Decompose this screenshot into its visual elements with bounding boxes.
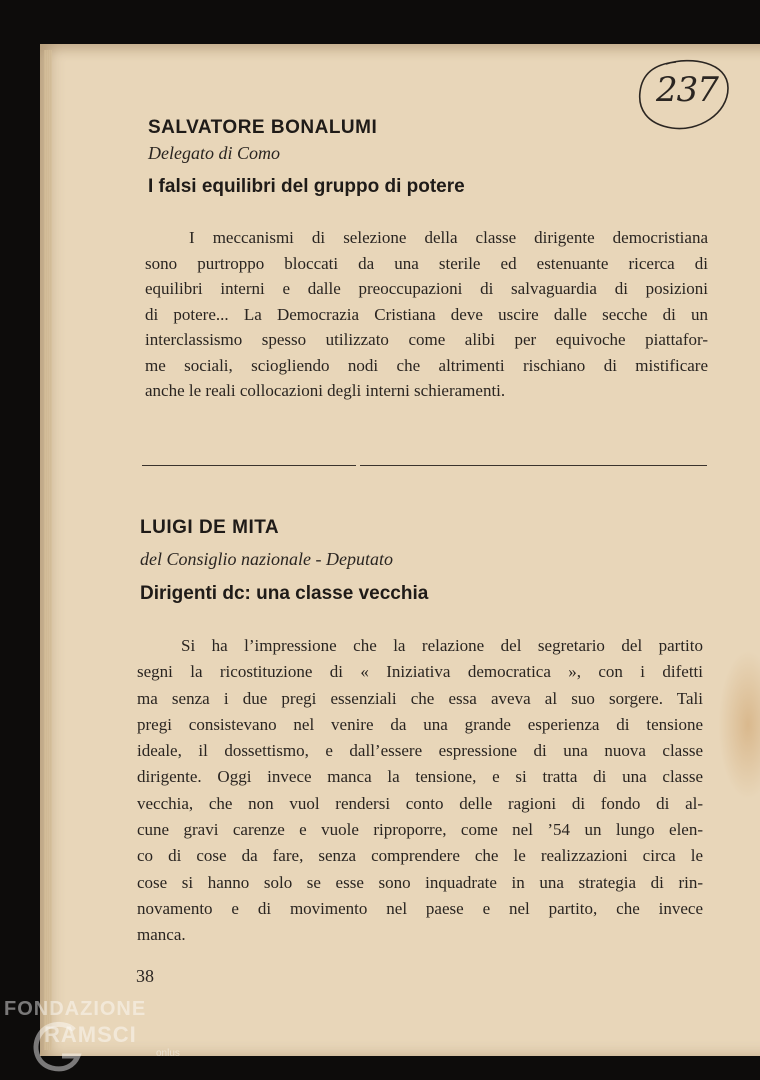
text-line: ma senza i due pregi essenziali che essa aveva al suo sorgere. Tali	[137, 688, 703, 708]
headline-2: Dirigenti dc: una classe vecchia	[140, 583, 429, 604]
article-body-1	[145, 225, 708, 404]
archive-watermark	[4, 998, 194, 1074]
text-line: pregi consistevano nel venire da una grande esperienza di tensione	[137, 714, 703, 734]
text-line: co di cose da fare, senza comprendere che le realizzazioni circa le	[137, 846, 703, 866]
divider-left	[142, 465, 356, 466]
handwritten-number: 237	[656, 70, 718, 110]
divider-right	[360, 465, 707, 466]
text-line: Si ha l’impressione che la relazione del segretario del partito	[181, 636, 703, 655]
watermark-line-2: RAMSCI	[44, 1022, 137, 1047]
text-line: sono purtroppo bloccati da una sterile ed estenuante ricerca di	[145, 253, 708, 273]
text-line: equilibri interni e dalle preoccupazioni di salvaguardia di posizioni	[145, 279, 708, 298]
text-line: vecchia, che non vuol rendersi conto delle ragioni di fondo di al-	[137, 793, 703, 813]
text-line: anche le reali collocazioni degli interni schieramenti.	[145, 381, 506, 400]
author-name-2: LUIGI DE MITA	[140, 517, 280, 538]
text-line: cose si hanno solo se esse sono inquadrate in una strategia di rin-	[137, 872, 703, 892]
text-line: novamento e di movimento nel paese e nel partito, che invece	[137, 898, 703, 918]
author-name-1: SALVATORE BONALUMI	[148, 117, 378, 138]
text-line: dirigente. Oggi invece manca la tensione, e si tratta di una classe	[137, 767, 703, 787]
text-line: di potere... La Democrazia Cristiana deve uscire dalle secche di un	[145, 304, 708, 324]
headline-1: I falsi equilibri del gruppo di potere	[148, 176, 465, 197]
text-line: I meccanismi di selezione della classe dirigente democristiana	[189, 228, 708, 247]
text-line: segni la ricostituzione di « Iniziativa democratica », con i difetti	[137, 662, 703, 682]
page-edge	[44, 50, 52, 1050]
author-role-1: Delegato di Como	[148, 143, 280, 163]
text-line: ideale, il dossettismo, e dall’essere espressione di una nuova classe	[137, 741, 703, 761]
text-line: interclassismo spesso utilizzato come alibi per equivoche piattafor-	[145, 330, 708, 349]
handwritten-page-number	[636, 56, 732, 132]
article-body-2	[137, 633, 703, 949]
watermark-line-3: onlus	[156, 1048, 180, 1059]
text-line: cune gravi carenze e vuole riproporre, come nel ’54 un lungo elen-	[137, 820, 703, 840]
text-line: me sociali, sciogliendo nodi che altrimenti rischiano di mistificare	[145, 355, 708, 375]
text-line: manca.	[137, 925, 186, 945]
page-folio: 38	[136, 966, 154, 986]
author-role-2: del Consiglio nazionale - Deputato	[140, 549, 393, 569]
watermark-line-1: FONDAZIONE	[4, 998, 147, 1020]
